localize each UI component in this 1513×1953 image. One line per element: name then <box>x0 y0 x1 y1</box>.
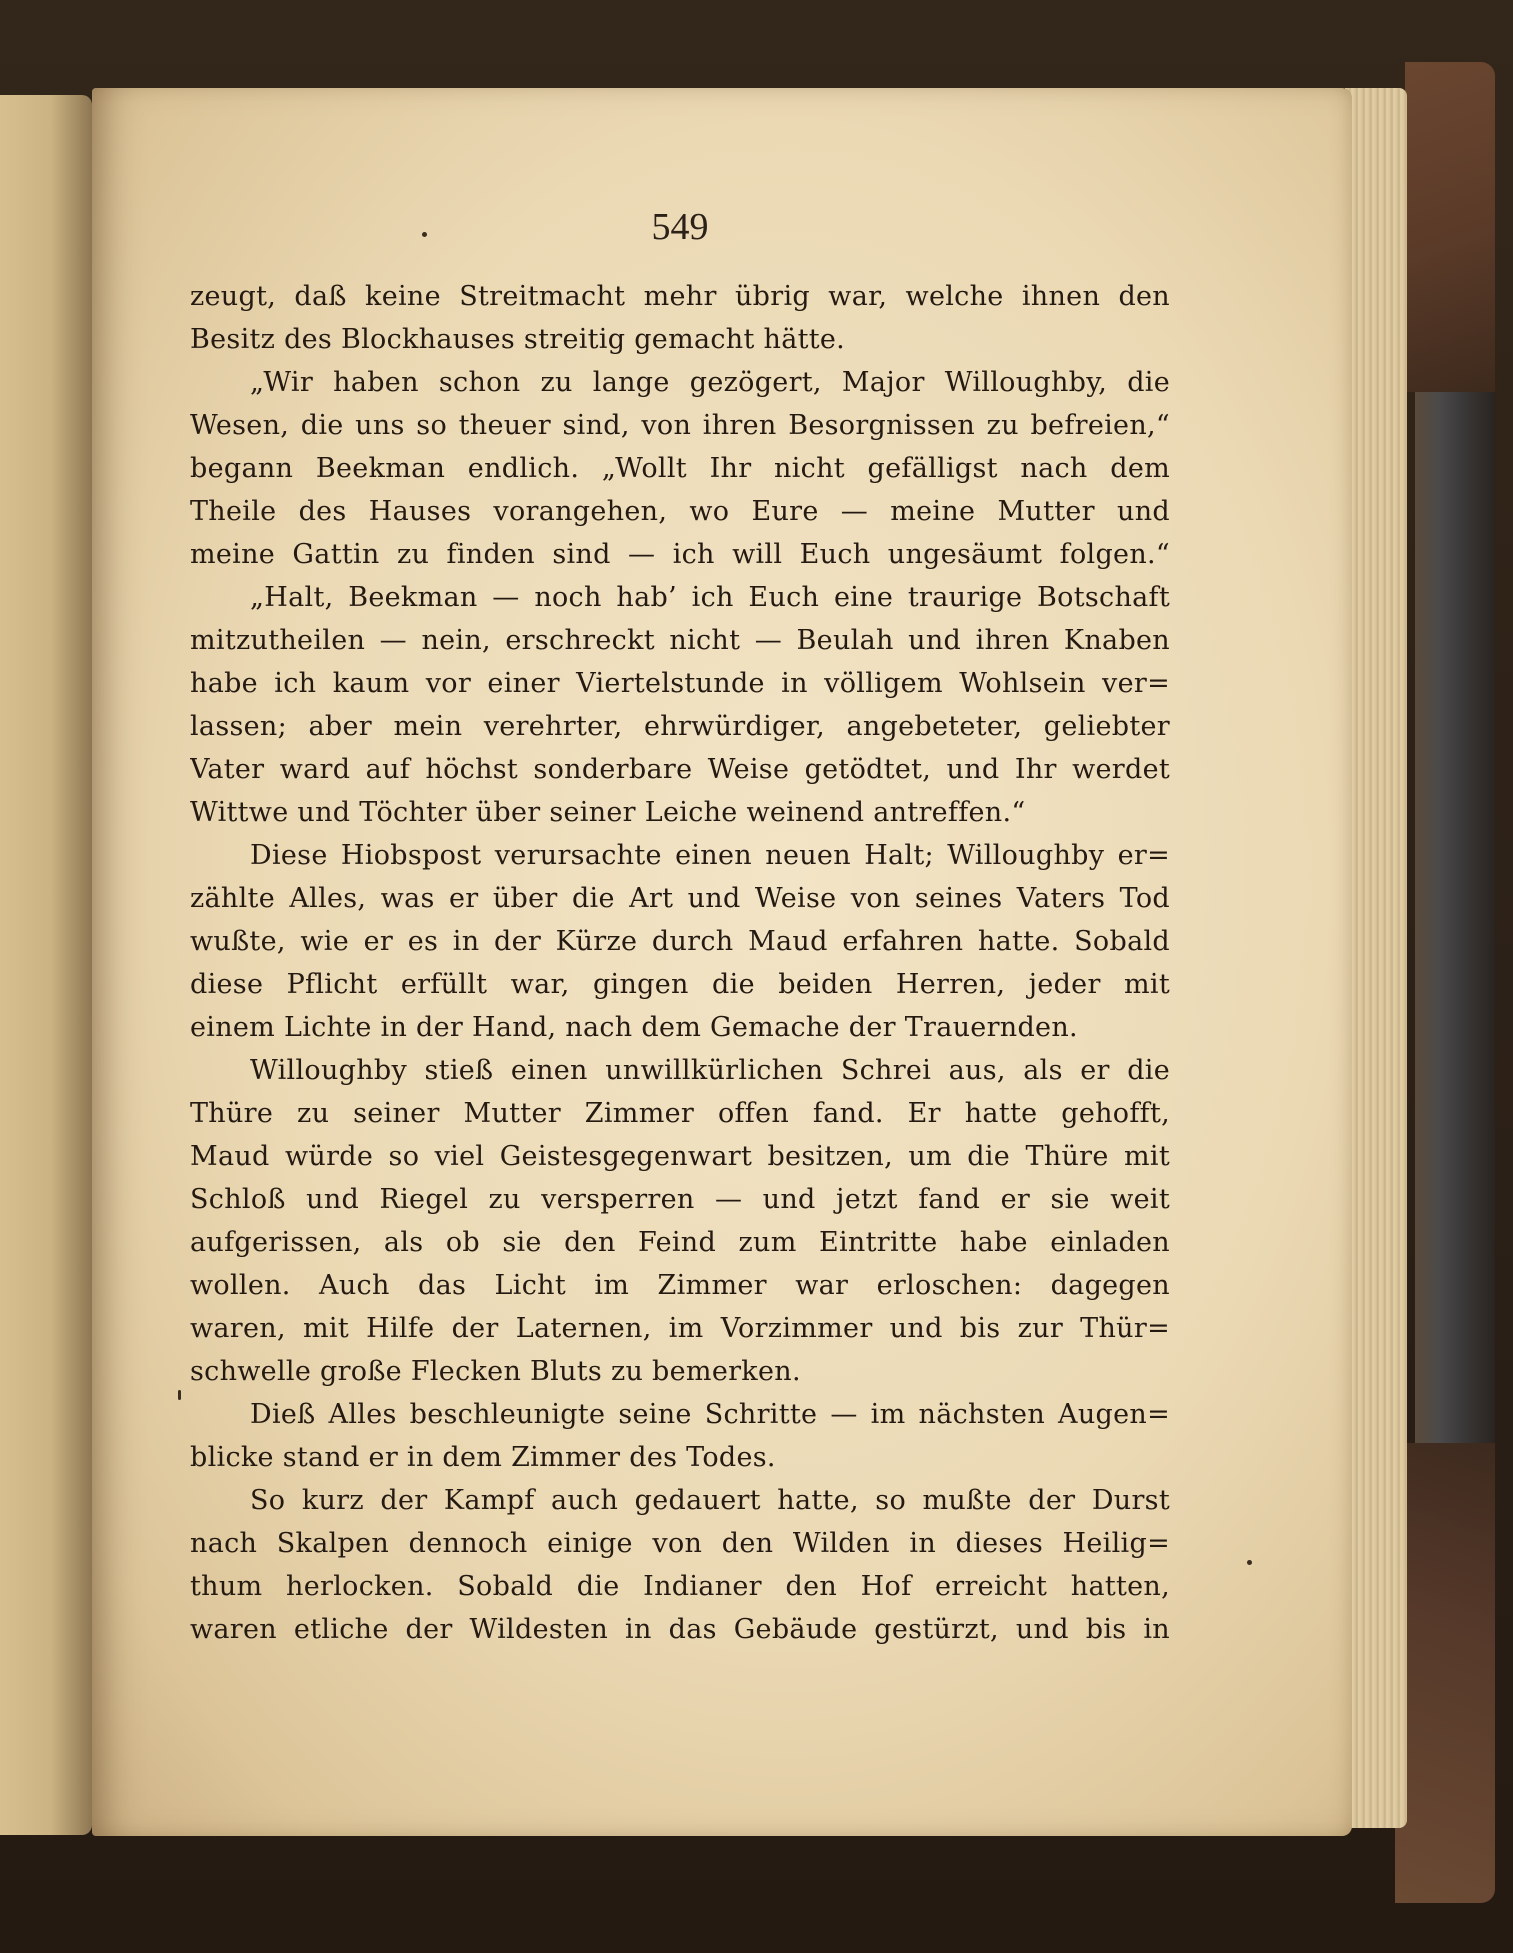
text-line: Willoughby stieß einen unwillkürlichen Schrei aus, als er die <box>250 1055 1170 1086</box>
page-edges <box>1345 88 1407 1828</box>
text-line: aufgerissen, als ob sie den Feind zum Eintritte habe einladen <box>190 1227 1170 1258</box>
page-number: 549 <box>651 206 709 248</box>
text-line: „Wir haben schon zu lange gezögert, Major Willoughby, die <box>250 367 1170 398</box>
text-line: lassen; aber mein verehrter, ehrwürdiger, angebeteter, geliebter <box>190 711 1170 742</box>
text-line: Schloß und Riegel zu versperren — und jetzt fand er sie weit <box>190 1184 1170 1215</box>
text-line: Dieß Alles beschleunigte seine Schritte — im nächsten Augen= <box>250 1399 1170 1430</box>
text-line: wollen. Auch das Licht im Zimmer war erloschen: dagegen <box>190 1270 1170 1301</box>
body-text <box>190 275 1170 1651</box>
leather-corner-top <box>1405 62 1495 392</box>
text-line: Wesen, die uns so theuer sind, von ihren Besorgnissen zu befreien,“ <box>190 410 1170 441</box>
text-line: mitzutheilen — nein, erschreckt nicht — Beulah und ihren Knaben <box>190 625 1170 656</box>
text-line: Maud würde so viel Geistesgegenwart besitzen, um die Thüre mit <box>190 1141 1170 1172</box>
text-line: zeugt, daß keine Streitmacht mehr übrig war, welche ihnen den <box>190 281 1170 312</box>
text-line: Besitz des Blockhauses streitig gemacht hätte. <box>190 324 846 355</box>
text-line: blicke stand er in dem Zimmer des Todes. <box>190 1442 776 1473</box>
left-page-sliver <box>0 95 92 1835</box>
text-line: begann Beekman endlich. „Wollt Ihr nicht gefälligst nach dem <box>190 453 1170 484</box>
text-line: waren, mit Hilfe der Laternen, im Vorzimmer und bis zur Thür= <box>190 1313 1170 1344</box>
text-line: diese Pflicht erfüllt war, gingen die beiden Herren, jeder mit <box>190 969 1170 1000</box>
page-speck <box>1247 1560 1252 1565</box>
text-line: nach Skalpen dennoch einige von den Wilden in dieses Heilig= <box>190 1528 1170 1559</box>
text-line: schwelle große Flecken Bluts zu bemerken. <box>190 1356 801 1387</box>
text-line: So kurz der Kampf auch gedauert hatte, so mußte der Durst <box>250 1485 1170 1516</box>
text-line: habe ich kaum vor einer Viertelstunde in völligem Wohlsein ver= <box>190 668 1170 699</box>
page-speck <box>422 232 427 237</box>
text-line: Theile des Hauses vorangehen, wo Eure — meine Mutter und <box>190 496 1170 527</box>
page-speck <box>178 1390 181 1400</box>
text-line: Thüre zu seiner Mutter Zimmer offen fand. Er hatte gehofft, <box>190 1098 1170 1129</box>
text-line: Diese Hiobspost verursachte einen neuen Halt; Willoughby er= <box>250 840 1170 871</box>
text-line: zählte Alles, was er über die Art und Weise von seines Vaters Tod <box>190 883 1170 914</box>
text-line: Wittwe und Töchter über seiner Leiche weinend antreffen.“ <box>190 797 1026 828</box>
leather-corner-bottom <box>1395 1443 1495 1903</box>
text-line: thum herlocken. Sobald die Indianer den Hof erreicht hatten, <box>190 1571 1170 1602</box>
text-line: einem Lichte in der Hand, nach dem Gemache der Trauernden. <box>190 1012 1078 1043</box>
text-line: Vater ward auf höchst sonderbare Weise getödtet, und Ihr werdet <box>190 754 1170 785</box>
text-line: wußte, wie er es in der Kürze durch Maud erfahren hatte. Sobald <box>190 926 1170 957</box>
text-line: waren etliche der Wildesten in das Gebäude gestürzt, und bis in <box>190 1614 1170 1645</box>
text-line: „Halt, Beekman — noch hab’ ich Euch eine traurige Botschaft <box>250 582 1170 613</box>
text-line: meine Gattin zu finden sind — ich will Euch ungesäumt folgen.“ <box>190 539 1170 570</box>
